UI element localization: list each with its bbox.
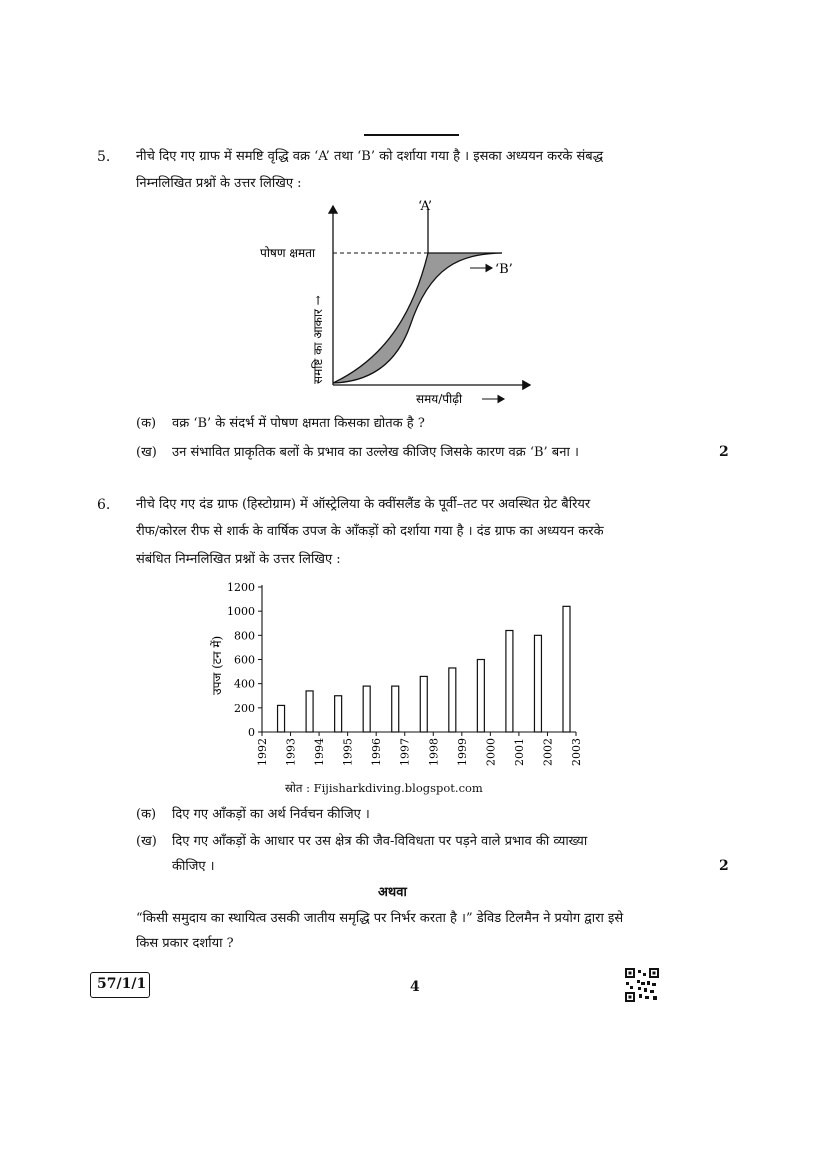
question-6-part-b-label: (ख) — [136, 834, 157, 849]
histogram-y-tick-label: 800 — [234, 629, 255, 643]
question-6-text-line3: संबंधित निम्नलिखित प्रश्नों के उत्तर लिखिए : — [136, 552, 341, 567]
label-a: ‘A’ — [418, 199, 433, 214]
question-5-text-line2: निम्नलिखित प्रश्नों के उत्तर लिखिए : — [136, 176, 302, 191]
question-5-part-a: वक्र ‘B’ के संदर्भ में पोषण क्षमता किसका द्योतक है ? — [172, 416, 425, 431]
histogram-bar — [477, 660, 484, 733]
histogram-bar — [363, 686, 370, 732]
histogram-x-tick-label: 1999 — [455, 738, 469, 766]
y-axis-label: समष्टि का आकार → — [311, 295, 325, 384]
question-6-number: 6. — [97, 497, 111, 513]
question-6-text-line2: रीफ/कोरल रीफ से शार्क के वार्षिक उपज के आँकड़ों को दर्शाया गया है । दंड ग्राफ का अध्ययन करके — [136, 524, 604, 539]
question-6-part-b-line1: दिए गए आँकड़ों के आधार पर उस क्षेत्र की जैव-विविधता पर पड़ने वाले प्रभाव की व्याख्या — [172, 834, 588, 849]
shark-yield-histogram — [195, 575, 595, 775]
alternative-question-line1: “किसी समुदाय का स्थायित्व उसकी जातीय समृद्धि पर निर्भर करता है ।” डेविड टिलमैन ने प्रयोग द्वारा इसे — [136, 911, 624, 926]
histogram-bar — [392, 686, 399, 732]
top-rule — [364, 134, 459, 136]
histogram-x-tick-label: 2000 — [484, 738, 498, 766]
x-axis-label: समय/पीढ़ी — [416, 392, 463, 406]
question-6-part-a: दिए गए आँकड़ों का अर्थ निर्वचन कीजिए । — [172, 807, 370, 822]
question-6-marks: 2 — [719, 858, 729, 874]
histogram-y-label: उपज (टन में) — [210, 635, 224, 695]
histogram-bar — [278, 705, 285, 732]
histogram-bar — [306, 691, 313, 732]
histogram-x-tick-label: 1997 — [398, 738, 412, 766]
or-label: अथवा — [378, 885, 407, 900]
histogram-y-tick-label: 0 — [248, 726, 255, 739]
histogram-y-tick-label: 400 — [234, 677, 255, 691]
alternative-question-line2: किस प्रकार दर्शाया ? — [136, 936, 234, 951]
question-6-text-line1: नीचे दिए गए दंड ग्राफ (हिस्टोग्राम) में ऑस्ट्रेलिया के क्वींसलैंड के पूर्वी–तट पर अवस्थित ग्रेट बैरियर — [136, 497, 591, 512]
histogram-bar — [563, 606, 570, 732]
histogram-x-tick-label: 2001 — [512, 738, 526, 766]
curve-b — [333, 253, 502, 383]
histogram-bar — [335, 696, 342, 732]
histogram-bar — [420, 676, 427, 732]
histogram-bar — [506, 631, 513, 733]
histogram-x-tick-label: 2003 — [570, 738, 583, 766]
question-5-part-b-label: (ख) — [136, 445, 157, 460]
histogram-x-tick-label: 1993 — [284, 738, 298, 766]
histogram-source: स्रोत : Fijisharkdiving.blogspot.com — [285, 781, 483, 795]
histogram-x-tick-label: 1996 — [370, 738, 384, 766]
histogram-x-tick-label: 2002 — [541, 738, 555, 766]
population-growth-graph — [240, 196, 550, 411]
histogram-y-tick-label: 1200 — [227, 581, 255, 594]
histogram-x-tick-label: 1998 — [427, 738, 441, 766]
question-6-part-a-label: (क) — [136, 807, 157, 822]
histogram-y-tick-label: 200 — [234, 701, 255, 715]
question-5-part-b: उन संभावित प्राकृतिक बलों के प्रभाव का उल्लेख कीजिए जिसके कारण वक्र ‘B’ बना । — [172, 445, 579, 460]
question-5-text-line1: नीचे दिए गए ग्राफ में समष्टि वृद्धि वक्र ‘A’ तथा ‘B’ को दर्शाया गया है । इसका अध्ययन करके संबद्ध — [136, 149, 604, 164]
paper-code: 57/1/1 — [97, 976, 147, 992]
histogram-bar — [534, 635, 541, 732]
histogram-bar — [449, 668, 456, 732]
question-5-part-a-label: (क) — [136, 416, 157, 431]
histogram-x-tick-label: 1994 — [313, 738, 327, 766]
question-6-part-b-line2: कीजिए । — [172, 859, 215, 874]
histogram-x-tick-label: 1995 — [341, 738, 355, 766]
question-5-marks: 2 — [719, 444, 729, 460]
carrying-capacity-label: पोषण क्षमता — [260, 246, 316, 260]
page-number: 4 — [410, 979, 420, 995]
paper-code-box — [90, 972, 150, 998]
shaded-gap-region — [333, 253, 502, 383]
qr-code-icon — [625, 968, 659, 1002]
question-5-number: 5. — [97, 149, 111, 165]
histogram-x-tick-label: 1992 — [256, 738, 269, 766]
label-b: ‘B’ — [495, 262, 513, 277]
histogram-y-tick-label: 600 — [234, 653, 255, 667]
histogram-y-tick-label: 1000 — [227, 605, 255, 619]
